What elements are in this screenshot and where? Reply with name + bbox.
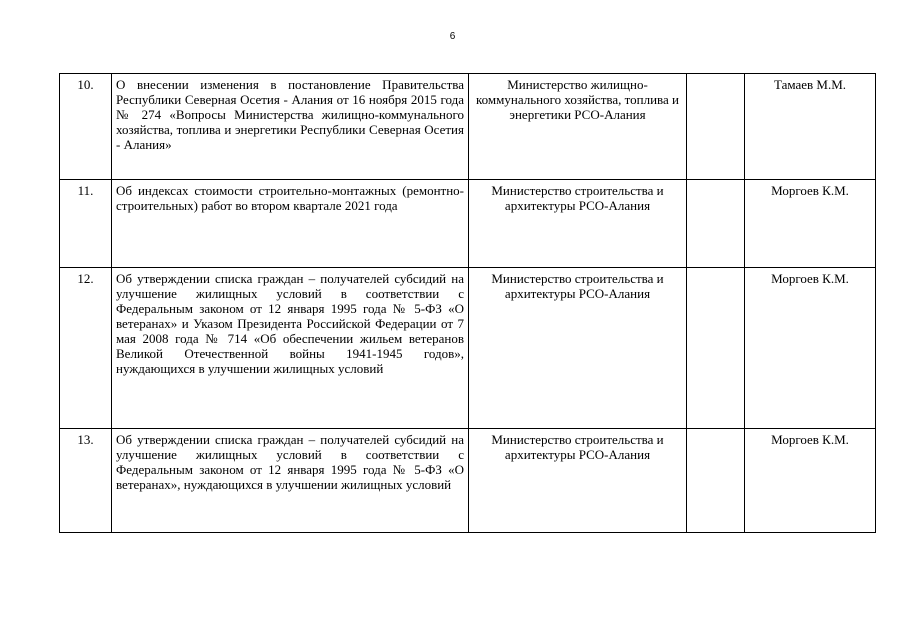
row-title: Об индексах стоимости строительно-монтажных (ремонтно-строительных) работ во втором квартале 2021 года (112, 180, 469, 268)
row-term (687, 429, 745, 533)
row-title: Об утверждении списка граждан – получателей субсидий на улучшение жилищных условий в соответствии с Федеральным законом от 12 января 1995 года № 5-ФЗ «О ветеранах», нуждающихся в улучшении жилищных условий (112, 429, 469, 533)
row-ministry: Министерство строительства и архитектуры РСО-Алания (469, 429, 687, 533)
row-responsible: Моргоев К.М. (745, 429, 876, 533)
row-number: 11. (60, 180, 112, 268)
row-responsible: Тамаев М.М. (745, 74, 876, 180)
table-row (60, 74, 876, 180)
table-row (60, 268, 876, 429)
row-term (687, 268, 745, 429)
row-term (687, 180, 745, 268)
table-row (60, 429, 876, 533)
row-number: 13. (60, 429, 112, 533)
row-title: Об утверждении списка граждан – получателей субсидий на улучшение жилищных условий в соответствии с Федеральным законом от 12 января 1995 года № 5-ФЗ «О ветеранах» и Указом Президента Российской Федерации от 7 мая 2008 года № 714 «Об обеспечении жильем ветеранов Великой Отечественной войны 1941-1945 годов», нуждающихся в улучшении жилищных условий (112, 268, 469, 429)
row-ministry: Министерство строительства и архитектуры РСО-Алания (469, 180, 687, 268)
row-number: 12. (60, 268, 112, 429)
table-row (60, 180, 876, 268)
row-number: 10. (60, 74, 112, 180)
row-ministry: Министерство жилищно-коммунального хозяйства, топлива и энергетики РСО-Алания (469, 74, 687, 180)
row-term (687, 74, 745, 180)
row-title: О внесении изменения в постановление Правительства Республики Северная Осетия - Алания от 16 ноября 2015 года № 274 «Вопросы Министерства жилищно-коммунального хозяйства, топлива и энергетики Республики Северная Осетия - Алания» (112, 74, 469, 180)
row-ministry: Министерство строительства и архитектуры РСО-Алания (469, 268, 687, 429)
row-responsible: Моргоев К.М. (745, 268, 876, 429)
document-table (59, 73, 876, 533)
row-responsible: Моргоев К.М. (745, 180, 876, 268)
page-number: 6 (449, 31, 456, 42)
